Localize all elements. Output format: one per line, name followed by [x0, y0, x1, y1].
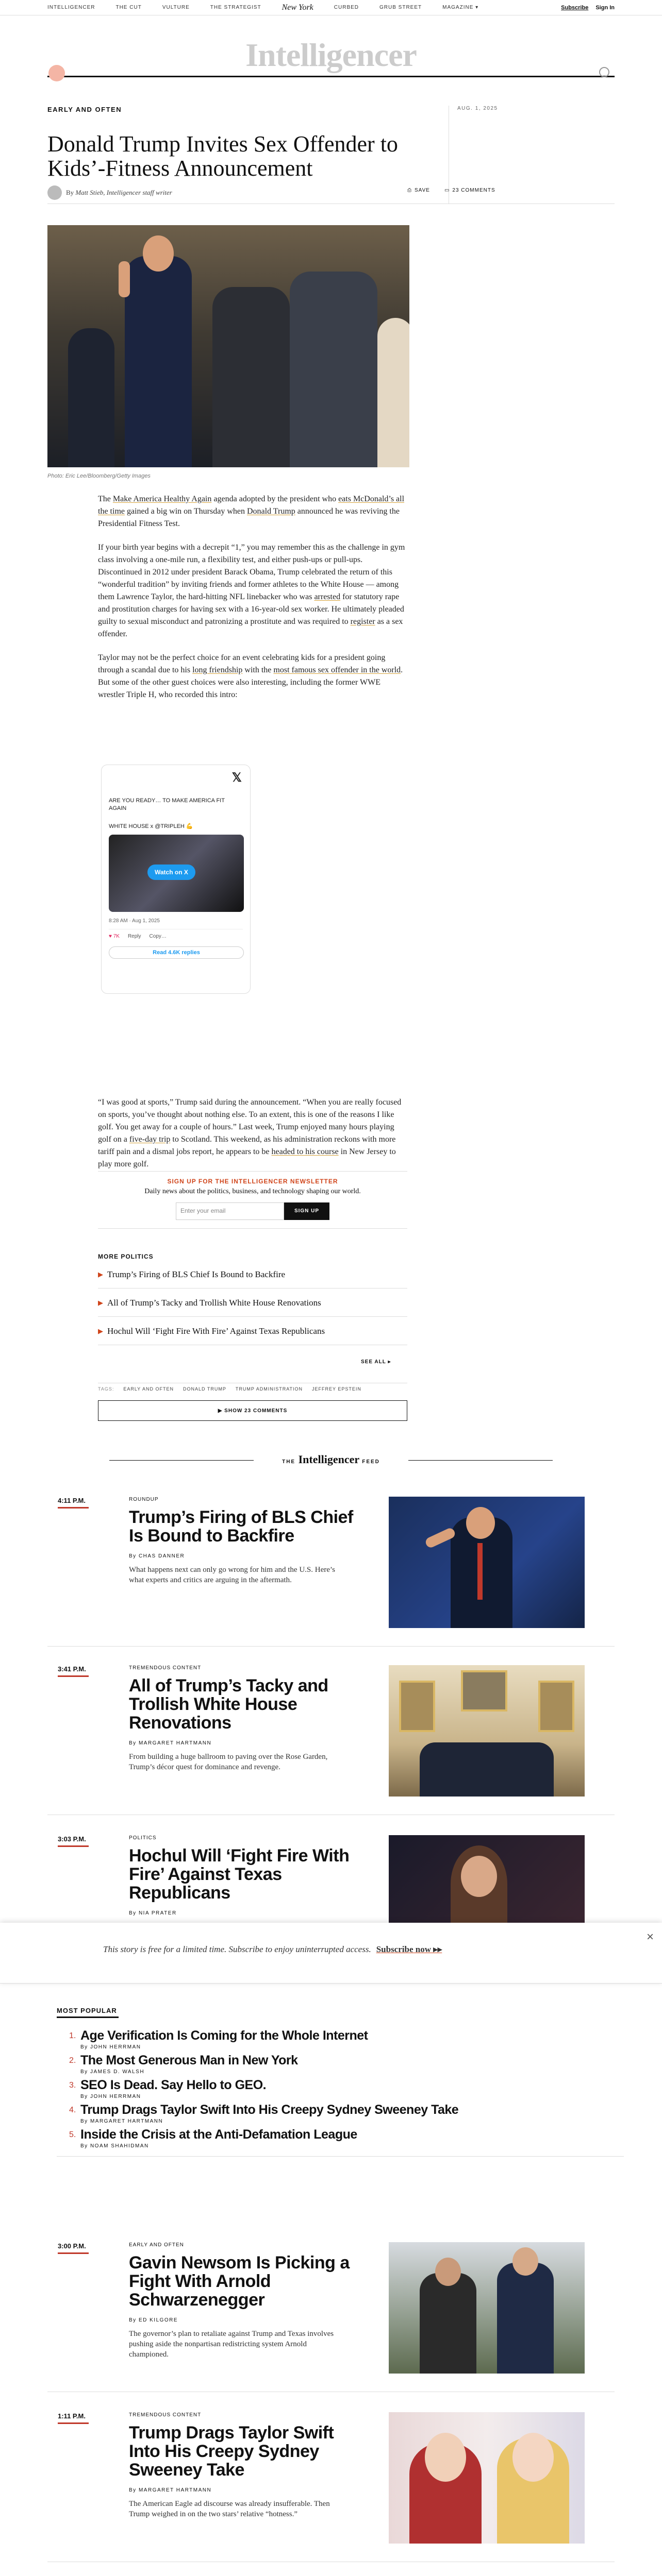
article-body-continued [98, 1096, 407, 1182]
article-body [98, 493, 407, 713]
top-nav [0, 0, 662, 15]
subscribe-now-button[interactable]: Subscribe now ▸▸ [376, 1944, 442, 1954]
section-divider [57, 2156, 624, 2157]
nav-the-cut[interactable]: THE CUT [115, 5, 142, 10]
story-dek: What happens next can only go wrong for him and the U.S. Here’s what experts and critics are arguing in the aftermath. [129, 1566, 335, 1584]
tweet-text: ARE YOU READY… TO MAKE AMERICA FIT AGAIN [109, 798, 225, 811]
arrow-icon: ▶ [98, 1299, 103, 1307]
story-rubric[interactable]: TREMENDOUS CONTENT [129, 2412, 202, 2418]
story-time: 1:11 P.M. [58, 2412, 86, 2420]
story-rubric[interactable]: TREMENDOUS CONTENT [129, 1665, 202, 1671]
close-icon[interactable]: × [646, 1930, 654, 1944]
popular-title[interactable]: Trump Drags Taylor Swift Into His Creepy Sydney Sweeney Take [80, 2103, 459, 2117]
popular-rank: 3. [69, 2081, 76, 2090]
time-rule [58, 1507, 89, 1509]
search-icon[interactable] [599, 67, 609, 77]
popular-title[interactable]: Age Verification Is Coming for the Whole Internet [80, 2028, 368, 2043]
nav-grub-street[interactable]: GRUB STREET [379, 5, 422, 10]
tweet-timestamp[interactable]: 8:28 AM · Aug 1, 2025 [109, 918, 160, 924]
related-link[interactable] [98, 1317, 407, 1345]
story-image[interactable] [389, 1665, 585, 1797]
inline-link[interactable]: register [350, 617, 375, 626]
text: with the [242, 666, 274, 674]
signup-button[interactable]: SIGN UP [284, 1202, 329, 1220]
popular-rank: 4. [69, 2106, 76, 2114]
story-divider [47, 1646, 615, 1647]
byline-prefix: By [66, 189, 74, 196]
tags-label: TAGS: [98, 1386, 114, 1392]
arrow-icon: ▶ [98, 1327, 103, 1335]
text: Taylor may not be the perfect choice for an event celebrating kids for a president going through a scandal due to his [98, 653, 386, 674]
popular-byline[interactable]: By MARGARET HARTMANN [80, 2119, 163, 2124]
author-title: Intelligencer staff writer [106, 189, 172, 196]
article-header [47, 106, 615, 200]
tweet-actions [109, 929, 243, 939]
paragraph [98, 652, 407, 701]
text: in New Jersey to play more golf. [98, 1147, 396, 1168]
save-label: SAVE [415, 188, 430, 193]
most-popular [57, 2007, 624, 2149]
story-rubric[interactable]: POLITICS [129, 1835, 157, 1841]
inline-link[interactable]: eats McDonald’s all the time [98, 495, 405, 516]
nav-magazine[interactable]: MAGAZINE ▾ [442, 5, 479, 10]
story-headline[interactable]: Gavin Newsom Is Picking a Fight With Arnold Schwarzenegger [129, 2253, 350, 2310]
more-politics [98, 1253, 407, 1345]
story-headline[interactable]: Trump Drags Taylor Swift Into His Creepy Sydney Sweeney Take [129, 2423, 334, 2480]
arrow-icon: ▶ [98, 1270, 103, 1278]
like-button[interactable]: ♥ 7K [109, 934, 120, 939]
story-rubric[interactable]: ROUNDUP [129, 1497, 159, 1502]
byline [47, 185, 615, 200]
article-headline: Donald Trump Invites Sex Offender to Kids’-Fitness Announcement [47, 131, 398, 181]
nymag-logo[interactable]: New York [282, 3, 313, 12]
time-rule [58, 2252, 89, 2254]
popular-rank: 1. [69, 2031, 76, 2040]
popular-item[interactable] [69, 2127, 357, 2149]
site-brand[interactable]: Intelligencer [245, 37, 417, 73]
inline-link[interactable]: arrested [314, 592, 341, 601]
reply-button[interactable]: Reply [127, 934, 141, 939]
article-tools [407, 188, 495, 193]
feed-brand: Intelligencer [298, 1453, 359, 1466]
related-link[interactable] [98, 1260, 407, 1289]
tweet-embed[interactable] [101, 765, 251, 994]
more-politics-heading: MORE POLITICS [98, 1253, 154, 1260]
story-time: 3:00 P.M. [58, 2242, 86, 2250]
feed-pre: THE [282, 1459, 296, 1465]
text: The [98, 495, 113, 503]
story-time: 3:41 P.M. [58, 1665, 86, 1673]
nav-strategist[interactable]: THE STRATEGIST [210, 5, 261, 10]
show-comments-button[interactable]: ▶ SHOW 23 COMMENTS [98, 1400, 407, 1421]
story-byline[interactable]: By NIA PRATER [129, 1910, 177, 1916]
related-title: Trump’s Firing of BLS Chief Is Bound to Backfire [107, 1269, 286, 1279]
story-time: 3:03 P.M. [58, 1835, 86, 1843]
inline-link[interactable]: most famous sex offender in the world [273, 666, 401, 674]
paragraph [98, 1096, 407, 1171]
copy-link-button[interactable]: Copy… [149, 934, 167, 939]
feed-heading [47, 1453, 615, 1466]
text: gained a big win on Thursday when [124, 507, 247, 516]
text: If your birth year begins with a decrepit “1,” you may remember this as the challenge in gym class involving a one-mile run, a flexibility test, and either push-ups or pull-ups. Discontinued in 2012 under president Barack Obama, Trump celebrated the return of this “wonderful tradition” by inviting friends and former athletes to the White House — among them Lawrence Taylor, the hard-hitting NFL linebacker who was [98, 543, 405, 601]
popular-byline[interactable]: By JOHN HERRMAN [80, 2094, 141, 2099]
inline-link[interactable]: Make America Healthy Again [112, 495, 212, 503]
watch-on-x-button[interactable]: Watch on X [147, 865, 195, 880]
tweet-video[interactable] [109, 835, 244, 912]
article-rubric[interactable]: EARLY AND OFTEN [47, 106, 122, 113]
tags [98, 1383, 407, 1395]
time-rule [58, 1675, 89, 1677]
see-all-link[interactable]: SEE ALL ▸ [361, 1359, 391, 1365]
inline-link[interactable]: Donald Trump [246, 507, 295, 516]
author-avatar [47, 185, 62, 200]
story-byline[interactable]: By MARGARET HARTMANN [129, 2487, 212, 2493]
nav-vulture[interactable]: VULTURE [162, 5, 190, 10]
save-button[interactable] [407, 188, 430, 193]
popular-item[interactable] [69, 2053, 298, 2075]
newsletter-signup [98, 1171, 407, 1229]
feed-post: FEED [362, 1459, 380, 1465]
story-image[interactable] [389, 2242, 585, 2374]
story-dek: The American Eagle ad discourse was already insufferable. Then Trump weighed in on the two stars’ relative “hotness.” [129, 2500, 330, 2518]
read-replies-button[interactable]: Read 4.6K replies [109, 946, 244, 959]
text: . But some of the other guest choices were also interesting, including the former WWE wrestler Triple H, who recorded this intro: [98, 666, 403, 699]
newsletter-desc: Daily news about the politics, business, and technology shaping our world. [144, 1188, 361, 1195]
banner-message [103, 1944, 442, 1955]
story-dek: From building a huge ballroom to paving over the Rose Garden, Trump’s décor quest for dominance and revenge. [129, 1753, 328, 1771]
inline-link[interactable]: long friendship [192, 666, 243, 674]
most-popular-heading: MOST POPULAR [57, 2007, 119, 2018]
tag-link[interactable]: JEFFREY EPSTEIN [312, 1386, 361, 1392]
story-headline[interactable]: All of Trump’s Tacky and Trollish White House Renovations [129, 1676, 328, 1733]
popular-rank: 2. [69, 2056, 76, 2065]
story-time: 4:11 P.M. [58, 1497, 86, 1504]
story-dek: The governor’s plan to retaliate against Trump and Texas involves pushing aside the nonpartisan redistricting system Arnold championed. [129, 2330, 334, 2359]
related-link[interactable] [98, 1289, 407, 1317]
popular-title[interactable]: The Most Generous Man in New York [80, 2053, 298, 2067]
story-rubric[interactable]: EARLY AND OFTEN [129, 2242, 184, 2248]
story-image[interactable] [389, 1835, 585, 1923]
paywall-banner [0, 1923, 662, 1984]
popular-item[interactable] [69, 2028, 368, 2050]
popular-byline[interactable]: By JOHN HERRMAN [80, 2044, 141, 2050]
paragraph [98, 493, 407, 530]
text: “I was good at sports,” Trump said during the announcement. “When you are really focused on sports, you’ve thought about nothing else. To an extent, this is one of the reasons I like golf. You get away for a couple of hours.” Last week, Trump enjoyed many hours playing golf on a [98, 1098, 402, 1144]
newsletter-title: SIGN UP FOR THE INTELLIGENCER NEWSLETTER [167, 1178, 338, 1185]
nav-intelligencer[interactable]: INTELLIGENCER [47, 5, 95, 10]
newsletter-form [98, 1202, 407, 1220]
story-byline[interactable]: By ED KILGORE [129, 2317, 178, 2323]
popular-item[interactable] [69, 2103, 459, 2124]
hero-image [47, 225, 409, 467]
comments-button[interactable] [444, 188, 495, 193]
tag-link[interactable]: TRUMP ADMINISTRATION [235, 1386, 303, 1392]
popular-item[interactable] [69, 2078, 267, 2099]
story-image[interactable] [389, 2412, 585, 2544]
time-rule [58, 1845, 89, 1847]
story-headline[interactable]: Trump’s Firing of BLS Chief Is Bound to Backfire [129, 1507, 353, 1546]
popular-title[interactable]: SEO Is Dead. Say Hello to GEO. [80, 2078, 267, 2092]
article-date: AUG. 1, 2025 [457, 106, 498, 111]
popular-rank: 5. [69, 2130, 76, 2139]
text: agenda adopted by the president who [211, 495, 339, 503]
popular-byline[interactable]: By JAMES D. WALSH [80, 2069, 145, 2075]
banner-text: This story is free for a limited time. Subscribe to enjoy uninterrupted access. [103, 1944, 371, 1954]
tag-link[interactable]: EARLY AND OFTEN [123, 1386, 174, 1392]
story-headline[interactable]: Hochul Will ‘Fight Fire With Fire’ Against Texas Republicans [129, 1846, 350, 1903]
comment-icon: ▭ [444, 188, 450, 193]
account-links [561, 5, 615, 11]
time-rule [58, 2422, 89, 2424]
tag-link[interactable]: DONALD TRUMP [183, 1386, 226, 1392]
text: as a sex offender. [98, 617, 403, 638]
email-field[interactable]: Enter your email [176, 1202, 284, 1220]
bookmark-icon: ⎙ [407, 188, 412, 193]
text: announced he was reviving the Presidential Fitness Test. [98, 507, 400, 528]
nav-curbed[interactable]: CURBED [334, 5, 359, 10]
story-image[interactable] [389, 1497, 585, 1628]
inline-link[interactable]: headed to his course [271, 1147, 339, 1156]
related-title: All of Trump’s Tacky and Trollish White House Renovations [107, 1298, 321, 1308]
story-byline[interactable]: By CHAS DANNER [129, 1553, 185, 1559]
text: for statutory rape and prostitution charges for having sex with a 16-year-old sex worker. He ultimately pleaded guilty to sexual misconduct and patronizing a prostitute and was required to [98, 592, 404, 626]
tweet-text-2: WHITE HOUSE x @TRIPLEH 💪 [109, 823, 193, 829]
comments-label: 23 COMMENTS [452, 188, 495, 193]
masthead [47, 15, 615, 77]
text: to Scotland. This weekend, as his administration reckons with more tariff pain and a dismal jobs report, he appears to be [98, 1135, 396, 1156]
related-title: Hochul Will ‘Fight Fire With Fire’ Against Texas Republicans [107, 1326, 325, 1336]
author-name[interactable]: Matt Stieb, [75, 189, 105, 196]
subscribe-link[interactable]: Subscribe [561, 4, 589, 11]
x-logo-icon[interactable]: 𝕏 [231, 771, 242, 785]
popular-title[interactable]: Inside the Crisis at the Anti-Defamation League [80, 2127, 357, 2142]
paragraph [98, 541, 407, 640]
popular-byline[interactable]: By NOAM SHAHIDMAN [80, 2143, 149, 2149]
story-byline[interactable]: By MARGARET HARTMANN [129, 1740, 212, 1746]
inline-link[interactable]: five-day trip [129, 1135, 171, 1144]
signin-link[interactable]: Sign In [595, 4, 615, 11]
photo-credit: Photo: Eric Lee/Bloomberg/Getty Images [47, 473, 151, 479]
